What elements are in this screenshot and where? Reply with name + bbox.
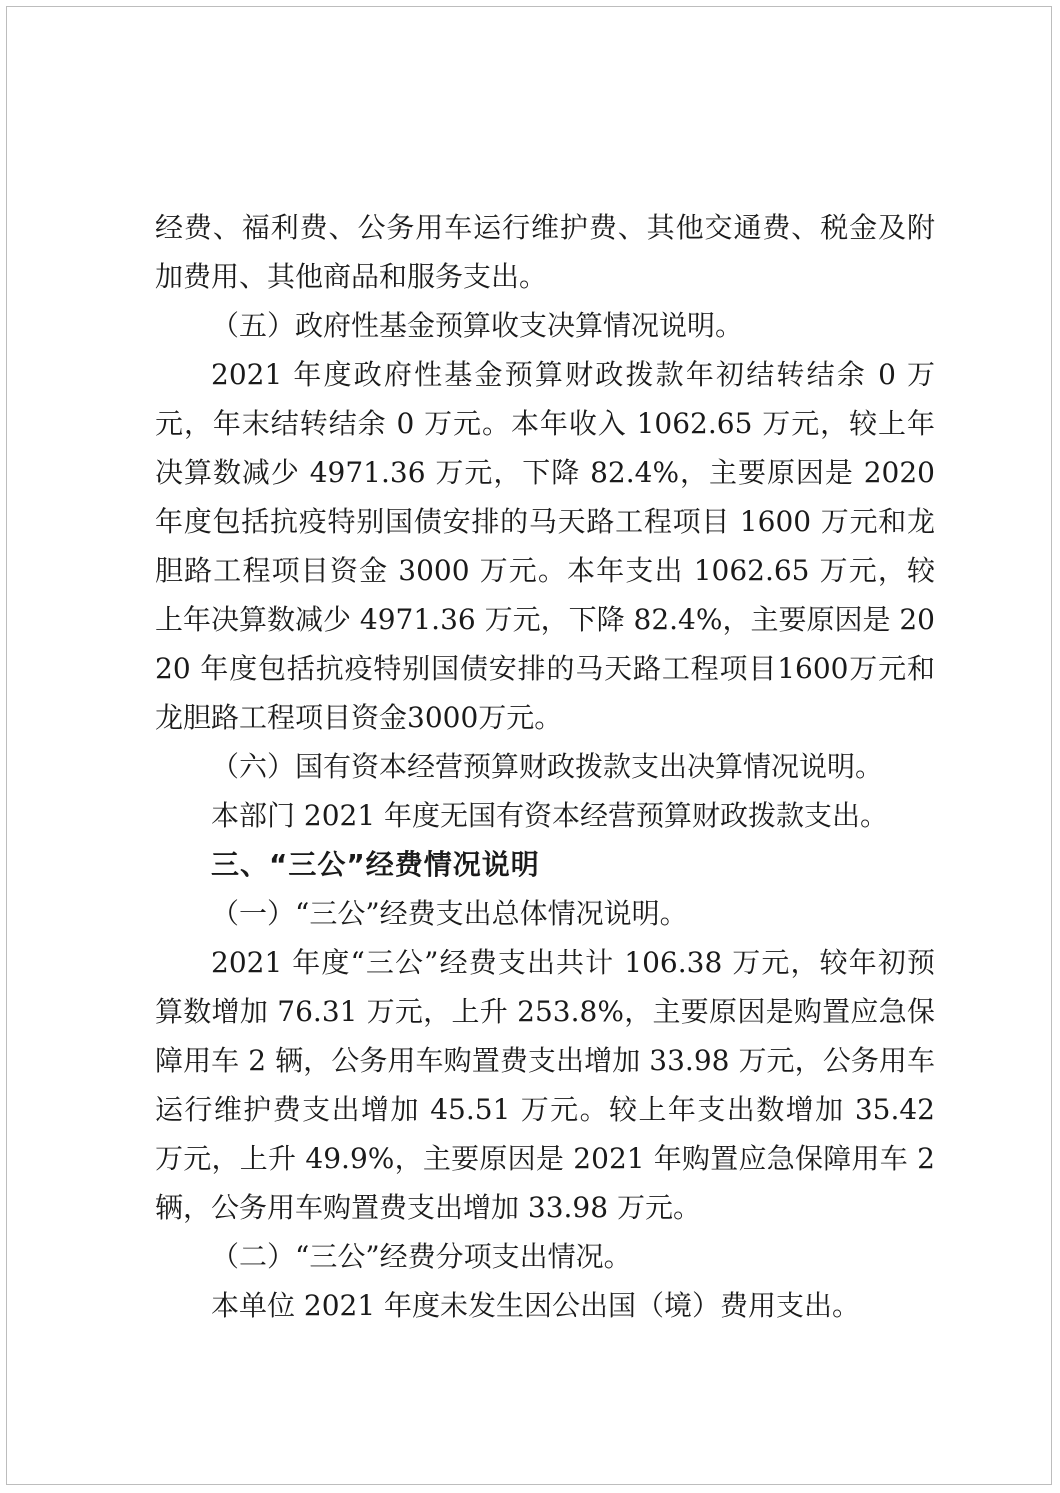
document-body: [155, 203, 944, 1330]
paragraph-government-fund: 2021 年度政府性基金预算财政拨款年初结转结余 0 万元，年末结转结余 0 万元。本年收入 1062.65 万元，较上年决算数减少 4971.36 万元，下降 82.4%，主要原因是 2020 年度包括抗疫特别国债安排的马天路工程项目 1600 万元和龙胆路工程项目资金 3000 万元。本年支出 1062.65 万元，较上年决算数减少 4971.36 万元，下降 82.4%，主要原因是 2020 年度包括抗疫特别国债安排的马天路工程项目1600万元和龙胆路工程项目资金3000万元。: [155, 358, 944, 734]
subheading-government-fund: （五）政府性基金预算收支决算情况说明。: [211, 309, 744, 342]
subheading-three-public-items: （二）“三公”经费分项支出情况。: [211, 1240, 632, 1273]
paragraph-continuation: 经费、福利费、公务用车运行维护费、其他交通费、税金及附加费用、其他商品和服务支出。: [155, 211, 935, 293]
paragraph-overseas-travel: 本单位 2021 年度未发生因公出国（境）费用支出。: [211, 1289, 861, 1322]
subheading-state-capital: （六）国有资本经营预算财政拨款支出决算情况说明。: [211, 750, 884, 783]
page: [6, 6, 1052, 1485]
section-heading-three-public: 三、“三公”经费情况说明: [211, 848, 540, 881]
paragraph-state-capital: 本部门 2021 年度无国有资本经营预算财政拨款支出。: [211, 799, 889, 832]
paragraph-three-public-overall: 2021 年度“三公”经费支出共计 106.38 万元，较年初预算数增加 76.31 万元，上升 253.8%，主要原因是购置应急保障用车 2 辆，公务用车购置费支出增加 33.98 万元，公务用车运行维护费支出增加 45.51 万元。较上年支出数增加 35.42 万元，上升 49.9%，主要原因是 2021 年购置应急保障用车 2 辆，公务用车购置费支出增加 33.98 万元。: [155, 946, 944, 1224]
subheading-three-public-overall: （一）“三公”经费支出总体情况说明。: [211, 897, 688, 930]
